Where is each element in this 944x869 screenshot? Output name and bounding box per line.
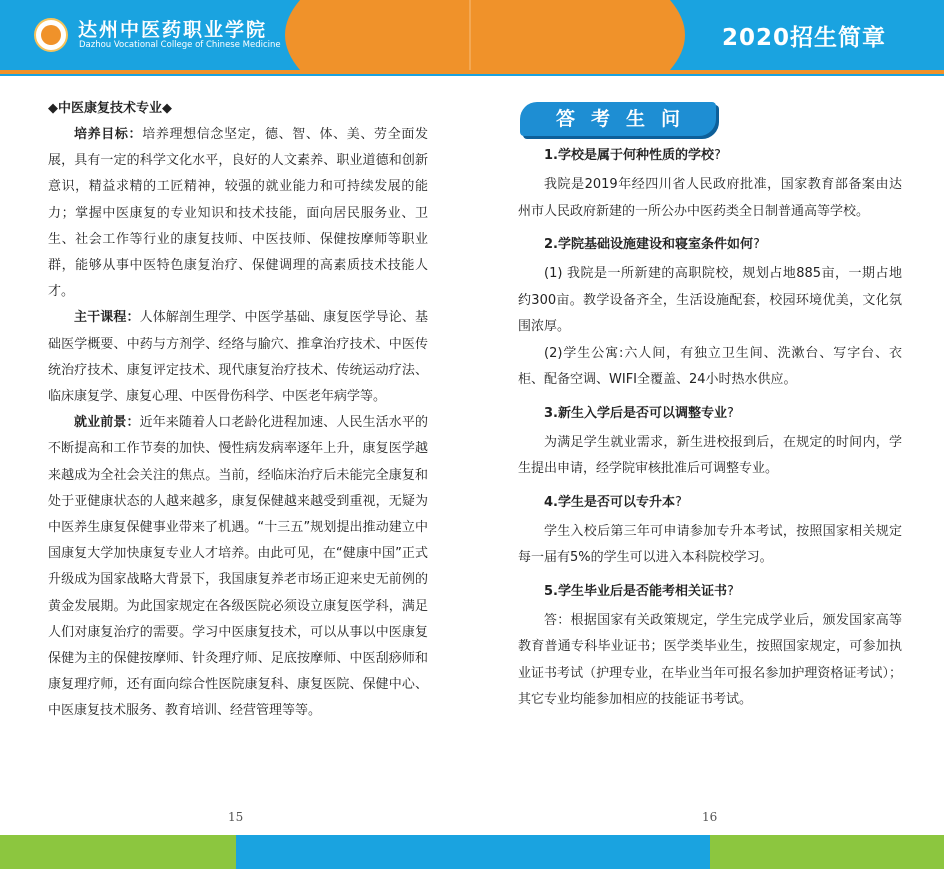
paragraph-label: 就业前景： — [74, 415, 140, 431]
question-text: 1.学校是属于何种性质的学校 — [544, 148, 714, 163]
left-page-content — [48, 96, 428, 725]
answer-2-part-1: (1) 我院是一所新建的高职院校，规划占地885亩，一期占地约300亩。教学设备齐全，生活设施配套，校园环境优美，文化氛围浓厚。 — [518, 266, 902, 334]
question-text: 2.学院基础设施建设和寝室条件如何 — [544, 237, 753, 252]
answer-1: 我院是2019年经四川省人民政府批准，国家教育部备案由达州市人民政府新建的一所公办中医药类全日制普通高等学校。 — [518, 177, 902, 219]
school-logo-icon — [34, 18, 68, 52]
answer-2-part-2: (2)学生公寓:六人间，有独立卫生间、洗漱台、写字台、衣柜、配备空调、WIFI全覆盖、24小时热水供应。 — [518, 345, 902, 387]
question-text: 5.学生毕业后是否能考相关证书 — [544, 583, 727, 599]
training-goal-paragraph — [48, 122, 428, 305]
footer-blue-middle — [236, 835, 710, 869]
qa-banner-text: 答考生问 — [555, 108, 696, 130]
school-name-english: Dazhou Vocational College of Chinese Medicine — [79, 40, 281, 50]
footer-green-left — [0, 835, 236, 869]
core-courses-paragraph — [48, 305, 428, 410]
page-number-right: 16 — [702, 810, 718, 824]
question-2 — [518, 231, 902, 259]
paragraph-text: 人体解剖生理学、中医学基础、康复医学导论、基础医学概要、中药与方剂学、经络与腧穴、推拿治疗技术、中医传统治疗技术、康复评定技术、现代康复治疗技术、传统运动疗法、临床康复学、康复心理、中医骨伤科学、中医老年病学等。 — [48, 310, 428, 405]
question-mark: ? — [752, 237, 760, 252]
paragraph-label: 培养目标： — [74, 127, 143, 142]
footer-green-right — [710, 835, 944, 869]
question-5 — [518, 578, 902, 606]
brochure-title: 2020招生简章 — [721, 25, 886, 51]
header-blue-stripe — [0, 74, 944, 76]
employment-paragraph — [48, 410, 428, 724]
paragraph-label: 主干课程： — [74, 310, 140, 326]
qa-banner — [520, 102, 716, 136]
question-1 — [518, 142, 902, 170]
answer-3: 为满足学生就业需求，新生进校报到后，在规定的时间内，学生提出申请，经学院审核批准后可调整专业。 — [518, 434, 902, 476]
school-name: 达州中医药职业学院 — [78, 19, 268, 41]
question-text: 4.学生是否可以专升本 — [544, 494, 675, 510]
answer-4: 学生入校后第三年可申请参加专升本考试，按照国家相关规定每一届有5%的学生可以进入本科院校学习。 — [518, 523, 902, 565]
question-text: 3.新生入学后是否可以调整专业 — [544, 405, 727, 421]
question-mark: ? — [726, 405, 734, 421]
answer-5: 答：根据国家有关政策规定，学生完成学业后，颁发国家高等教育普通专科毕业证书；医学类毕业生，按照国家规定，可参加执业证书考试（护理专业，在毕业当年可报名参加护理资格证考试）；其它专业均能参加相应的技能证书考试。 — [518, 612, 902, 707]
right-page-content — [518, 96, 902, 714]
question-mark: ? — [713, 148, 721, 163]
paragraph-text: 培养理想信念坚定，德、智、体、美、劳全面发展，具有一定的科学文化水平，良好的人文素养、职业道德和创新意识，精益求精的工匠精神，较强的就业能力和可持续发展的能力；掌握中医康复的专业知识和技术技能，面向居民服务业、卫生、社会工作等行业的康复技师、中医技师、保健按摩师等职业群，能够从事中医特色康复治疗、保健调理的高素质技术技能人才。 — [48, 127, 428, 300]
major-heading: ◆中医康复技术专业◆ — [48, 101, 172, 116]
page-number-left: 15 — [228, 810, 244, 824]
question-mark: ? — [726, 583, 734, 599]
question-4 — [518, 489, 902, 517]
question-mark: ? — [674, 494, 682, 510]
question-3 — [518, 400, 902, 428]
paragraph-text: 近年来随着人口老龄化进程加速、人民生活水平的不断提高和工作节奏的加快、慢性病发病率逐年上升，康复医学越来越成为全社会关注的焦点。当前，经临床治疗后未能完全康复和处于亚健康状态的人越来越多，康复保健越来越受到重视，无疑为中医养生康复保健事业带来了机遇。“十三五”规划提出推动建立中国康复大学加快康复专业人才培养。由此可见，在“健康中国”正式升级成为国家战略大背景下，我国康复养老市场正迎来史无前例的黄金发展期。为此国家规定在各级医院必须设立康复医学科，满足人们对康复治疗的需要。学习中医康复技术，可以从事以中医康复保健为主的保健按摩师、针灸理疗师、足底按摩师、中医刮痧师和康复理疗师，还有面向综合性医院康复科、康复医院、保健中心、中医康复技术服务、教育培训、经营管理等等。 — [48, 415, 428, 719]
